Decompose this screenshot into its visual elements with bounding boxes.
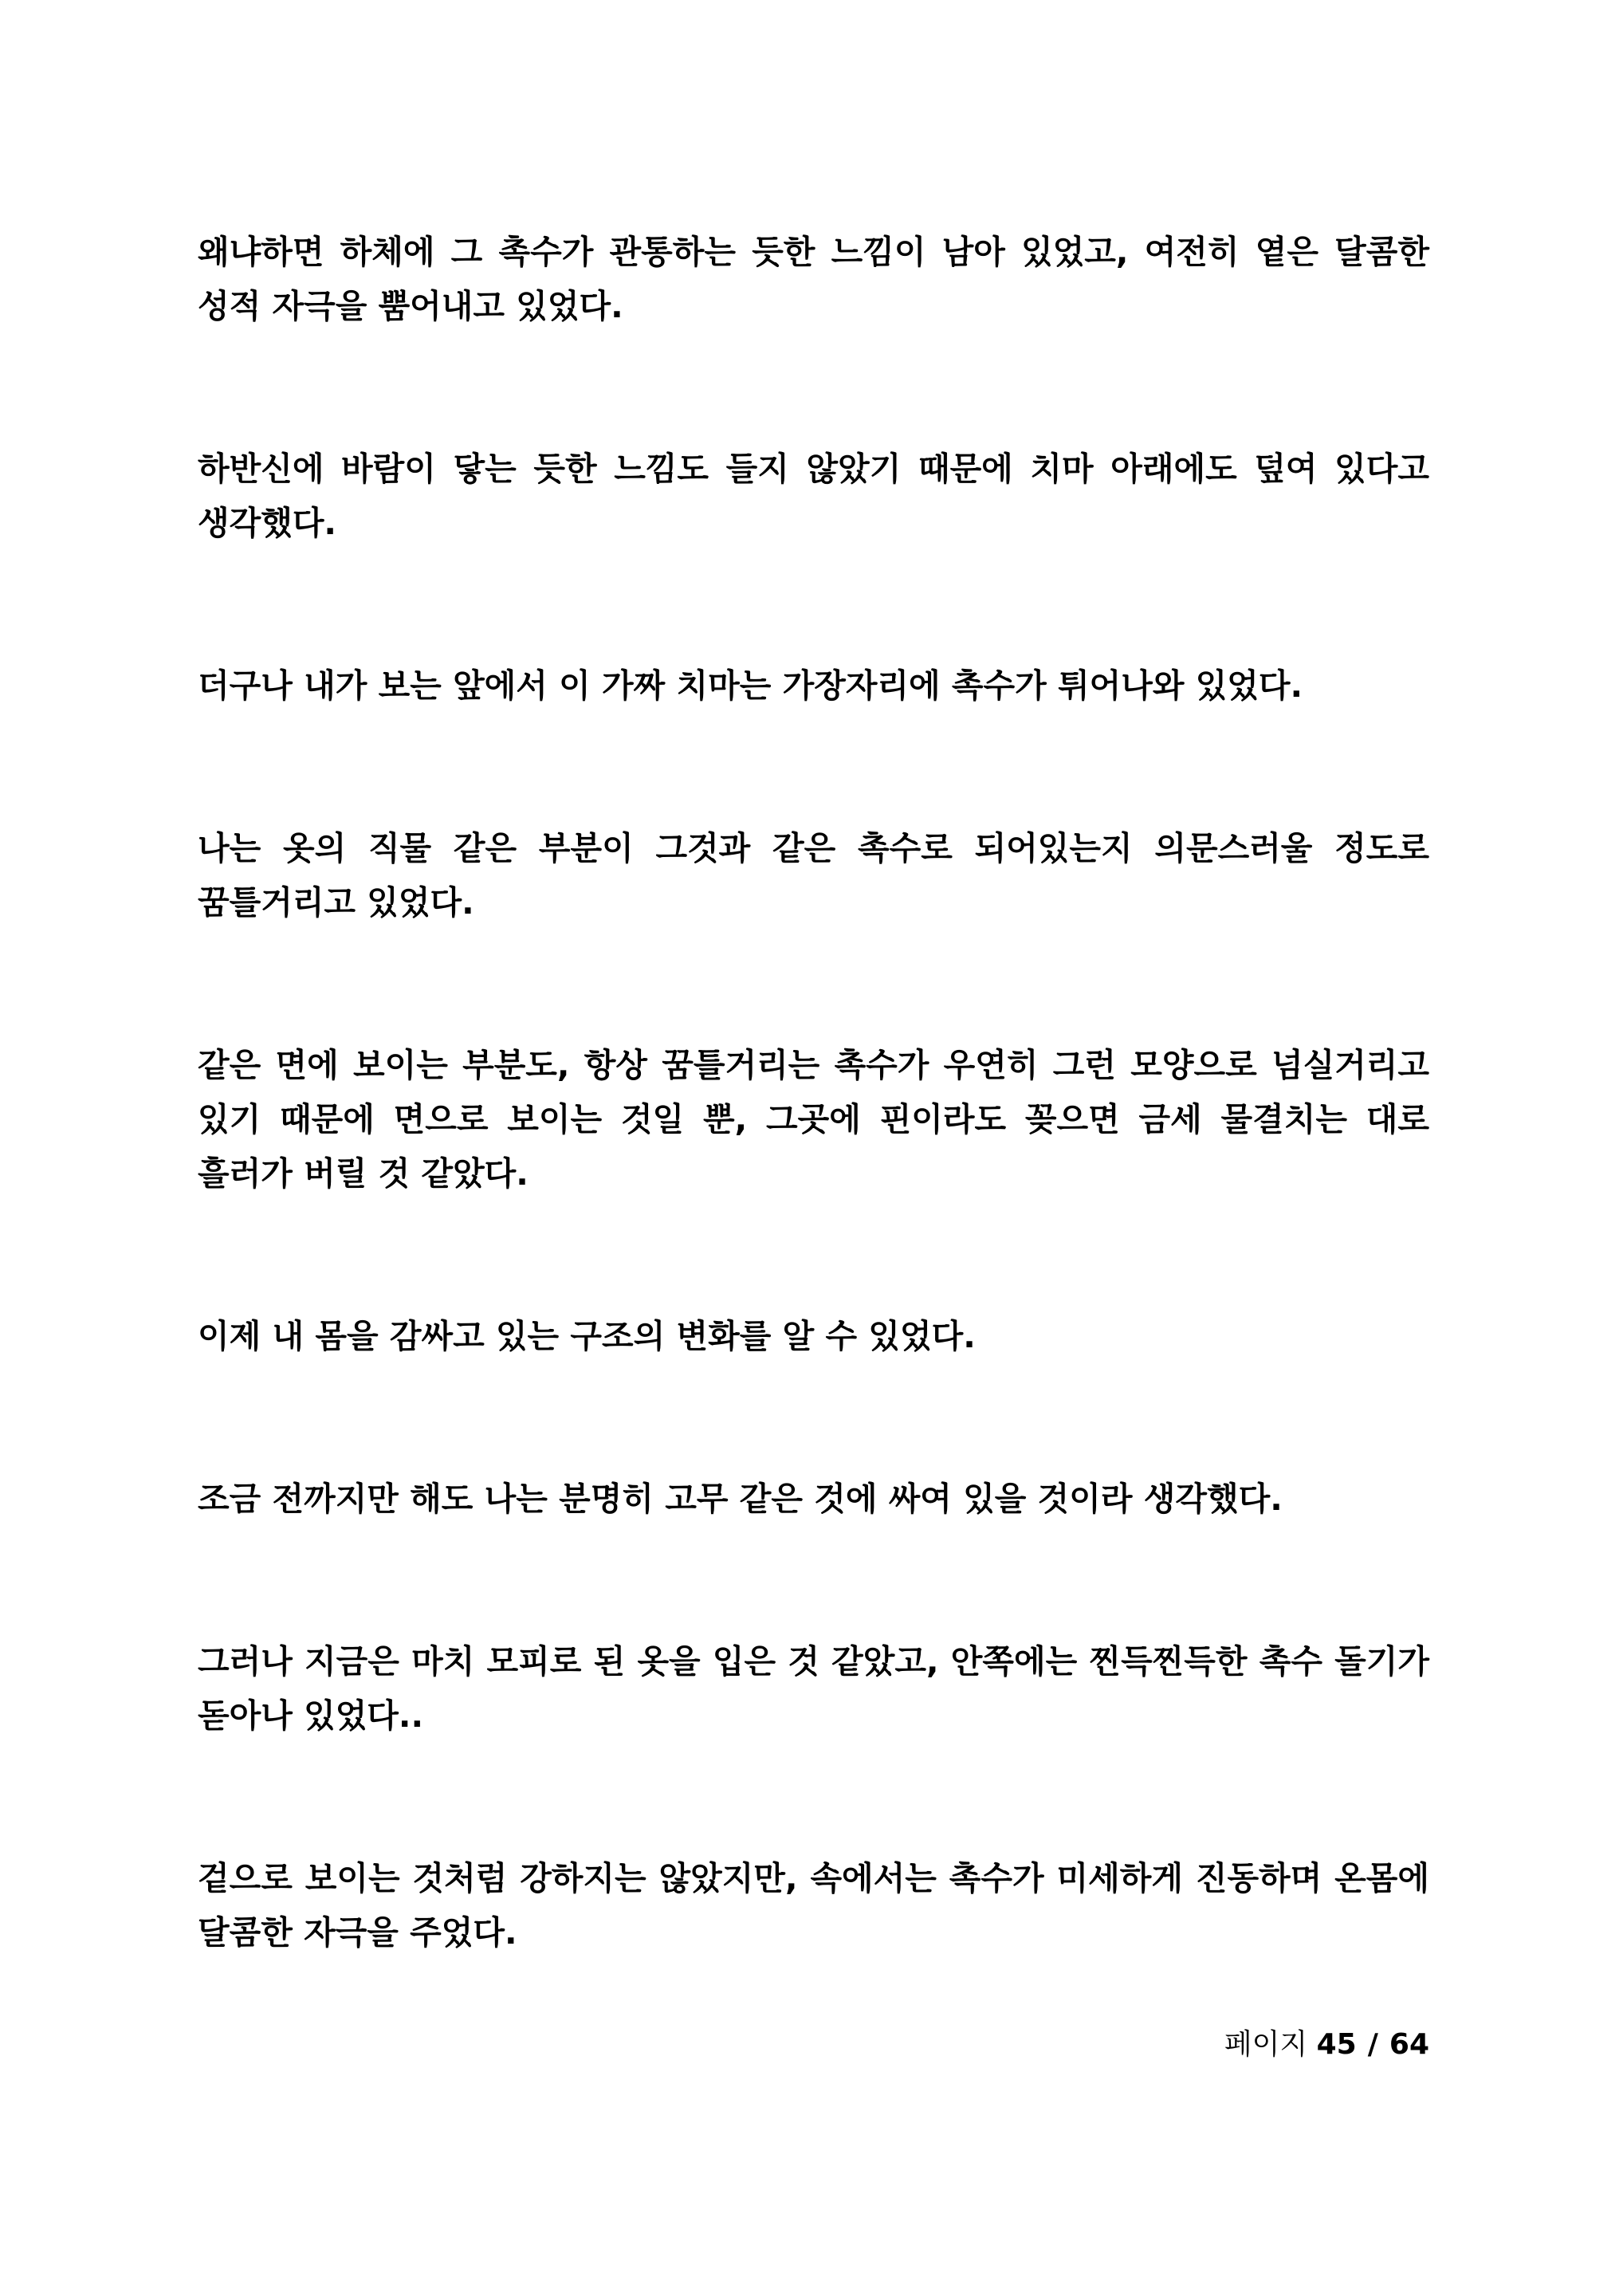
paragraph: 더구나 내가 보는 앞에서 이 가짜 치마는 가장자리에 촉수가 튀어나와 있었다. — [198, 666, 1303, 705]
paragraph: 그러나 지금은 마치 모피로 된 옷을 입은 것 같았고, 안쪽에는 찐득찐득한 촉수 돌기가 돋아나 있었다.. — [198, 1642, 1429, 1735]
document-body — [198, 225, 1429, 1960]
total-page-count: 64 — [1389, 2028, 1429, 2061]
paragraph: 하반신에 바람이 닿는 듯한 느낌도 들지 않았기 때문에 치마 아래에도 덮여 있다고 생각했다. — [198, 450, 1429, 542]
paragraph: 이제 내 몸을 감싸고 있는 구조의 변화를 알 수 있었다. — [198, 1317, 976, 1355]
paragraph: 같은 면에 보이는 부분도, 항상 꿈틀거리는 촉수가 우연히 그런 모양으로 넘실거리고 있기 때문에 면으로 보이는 것일 뿐, 그곳에 핀이라도 꽂으면 금세 물결치는 대로 흘러가 버릴 것 같았다. — [198, 1046, 1429, 1193]
page-number-footer — [1224, 2025, 1429, 2065]
current-page-number: 45 — [1316, 2028, 1357, 2061]
page-label: 페이지 — [1224, 2028, 1308, 2061]
paragraph: 조금 전까지만 해도 나는 분명히 고무 같은 것에 싸여 있을 것이라 생각했다. — [198, 1480, 1283, 1518]
paragraph: 왜냐하면 하체에 그 촉수가 관통하는 듯한 느낌이 남아 있었고, 여전히 옅은 달콤한 성적 자극을 뿜어내고 있었다. — [198, 233, 1429, 325]
paragraph: 나는 옷의 직물 같은 부분이 그것과 같은 촉수로 되어있는지 의문스러울 정도로 꿈틀거리고 있었다. — [198, 829, 1429, 922]
page-separator: / — [1367, 2028, 1378, 2061]
paragraph: 겉으로 보이는 것처럼 강하지는 않았지만, 속에서는 촉수가 미세하게 진동하며 온몸에 달콤한 자극을 주었다. — [198, 1859, 1429, 1952]
